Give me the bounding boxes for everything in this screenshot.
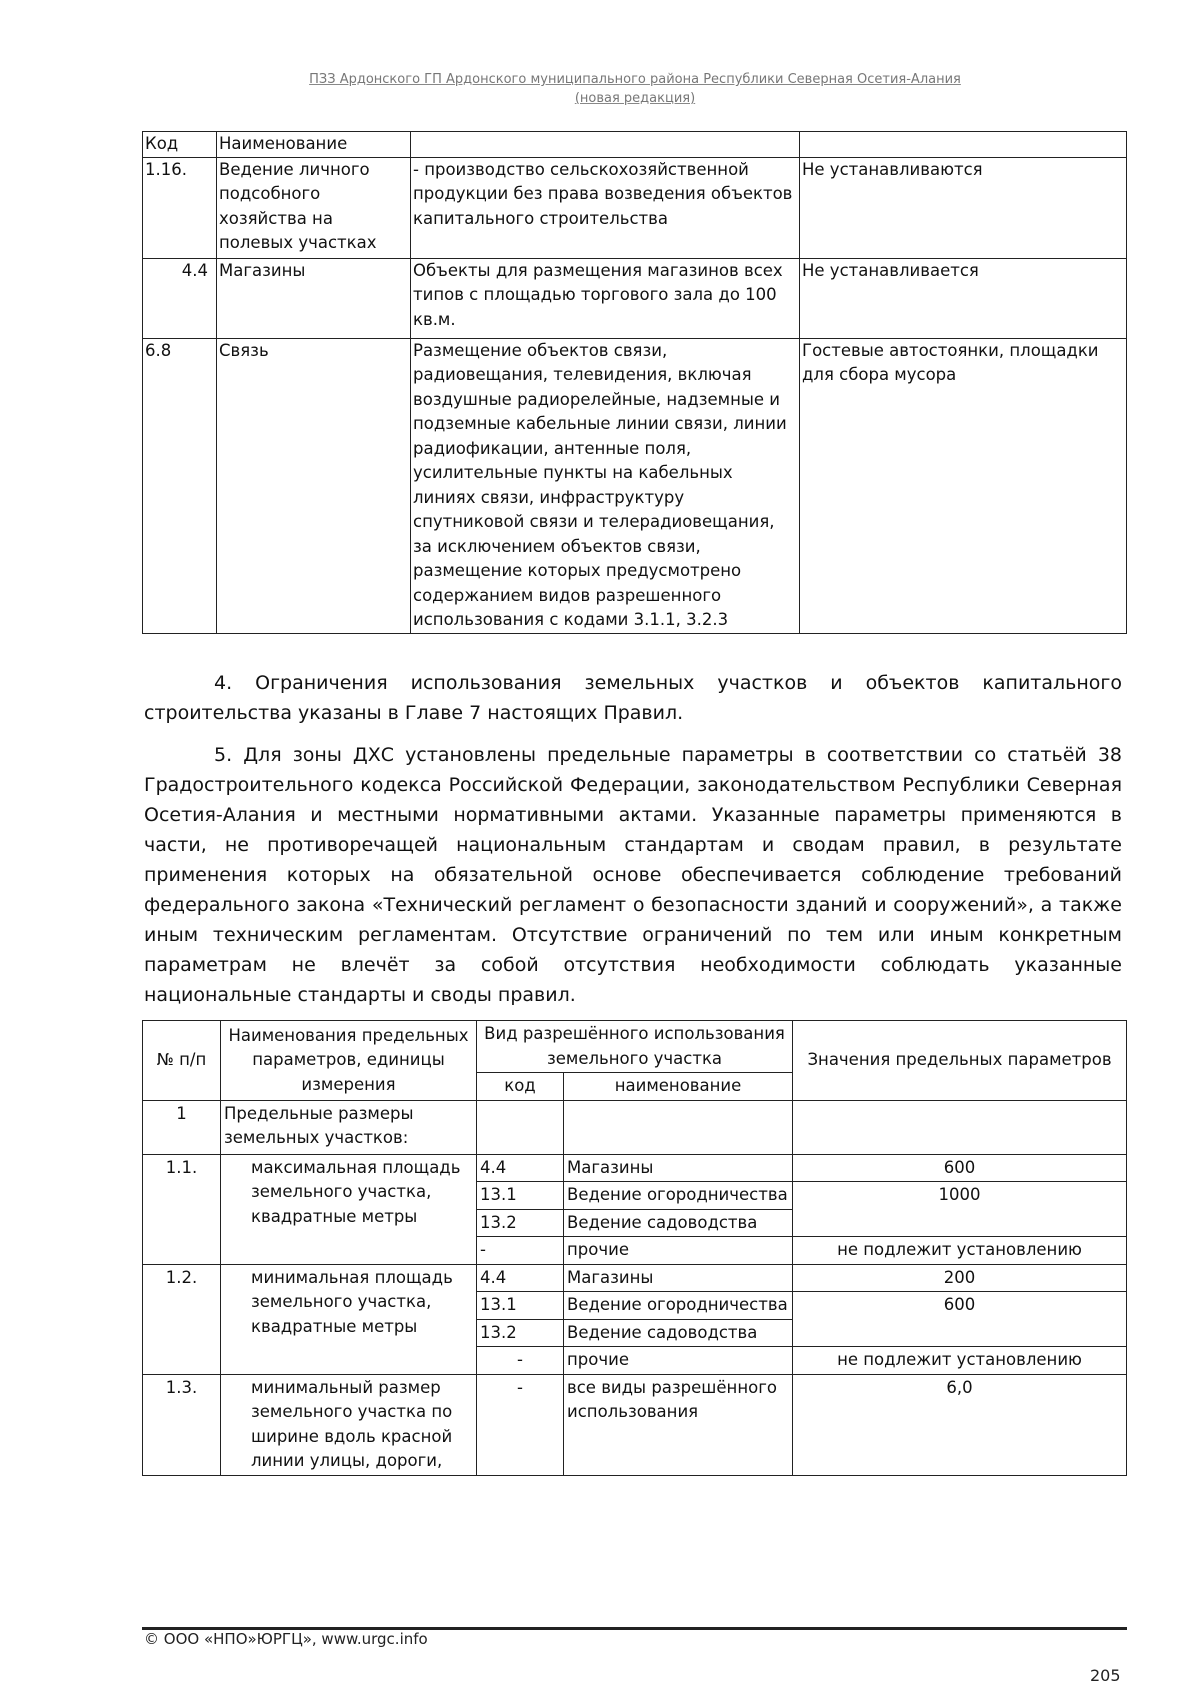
footer-copyright: © ООО «НПО»ЮРГЦ», www.urgc.info (144, 1630, 428, 1648)
cell-name: Ведение личного подсобного хозяйства на полевых участках (217, 157, 411, 258)
table-row (143, 157, 1127, 258)
table-row (143, 1374, 1127, 1475)
cell-code: 13.1 (477, 1292, 564, 1320)
cell-description: Размещение объектов связи, радиовещания, телевидения, включая воздушные радиорелейные, надземные и подземные кабельные линии связи, линии радиофикации, антенные поля, усилительные пункты на кабельных линиях связи, инфраструктуру спутниковой связи и телерадиовещания, за исключением объектов связи, размещение которых предусмотрено содержанием видов разрешенного использования с кодами 3.1.1, 3.2.3 (411, 338, 800, 633)
cell-code (477, 1100, 564, 1154)
cell-auxiliary: Не устанавливаются (800, 157, 1127, 258)
cell-name: Ведение садоводства (564, 1209, 793, 1237)
cell-code: - (477, 1237, 564, 1265)
cell-name: Магазины (564, 1264, 793, 1292)
cell-code: 4.4 (477, 1264, 564, 1292)
cell-auxiliary: Не устанавливается (800, 258, 1127, 338)
cell-code: 6.8 (143, 338, 217, 633)
cell-code: 13.2 (477, 1319, 564, 1347)
cell-value: 200 (793, 1264, 1127, 1292)
paragraph-4: 4. Ограничения использования земельных участков и объектов капитального строительства указаны в Главе 7 настоящих Правил. (144, 672, 1122, 724)
table-row (143, 258, 1127, 338)
header-auxiliary (800, 132, 1127, 158)
cell-description: Объекты для размещения магазинов всех типов с площадью торгового зала до 100 кв.м. (411, 258, 800, 338)
cell-num: 1.1. (143, 1154, 221, 1264)
header-name: Наименование (217, 132, 411, 158)
table-row (143, 338, 1127, 633)
cell-code: 4.4 (143, 258, 217, 338)
cell-name: Магазины (217, 258, 411, 338)
cell-name: Связь (217, 338, 411, 633)
header-code: код (477, 1073, 564, 1101)
header-code: Код (143, 132, 217, 158)
cell-code: - (477, 1347, 564, 1375)
cell-param: минимальная площадь земельного участка, квадратные метры (221, 1264, 477, 1374)
cell-description: - производство сельскохозяйственной продукции без права возведения объектов капитального строительства (411, 157, 800, 258)
header-param: Наименования предельных параметров, единицы измерения (221, 1021, 477, 1101)
cell-code: 13.2 (477, 1209, 564, 1237)
table-row (143, 1264, 1127, 1292)
table-header-row (143, 1021, 1127, 1073)
cell-name: Ведение огородничества (564, 1292, 793, 1320)
cell-code: - (477, 1374, 564, 1475)
page-header (140, 70, 1130, 108)
cell-value: не подлежит установлению (793, 1237, 1127, 1265)
table-row (143, 1100, 1127, 1154)
header-kind-name: наименование (564, 1073, 793, 1101)
cell-value: 600 (793, 1154, 1127, 1182)
cell-param: минимальный размер земельного участка по ширине вдоль красной линии улицы, дороги, (221, 1374, 477, 1475)
cell-value: 6,0 (793, 1374, 1127, 1475)
cell-code: 4.4 (477, 1154, 564, 1182)
cell-value: не подлежит установлению (793, 1347, 1127, 1375)
cell-name: прочие (564, 1347, 793, 1375)
header-values: Значения предельных параметров (793, 1021, 1127, 1101)
cell-name (564, 1100, 793, 1154)
paragraph-5: 5. Для зоны ДХС установлены предельные параметры в соответствии со статьёй 38 Градостроительного кодекса Российской Федерации, законодательством Республики Северная Осетия-Алания и местными нормативными актами. Указанные параметры применяются в части, не противоречащей национальным стандартам и сводам правил, в результате применения которых на обязательной основе обеспечивается соблюдение требований федерального закона «Технический регламент о безопасности зданий и сооружений», а также иным техническим регламентам. Отсутствие ограничений по тем или иным конкретным параметрам не влечёт за собой отсутствия необходимости соблюдать указанные национальные стандарты и своды правил. (144, 744, 1122, 1006)
header-title: ПЗЗ Ардонского ГП Ардонского муниципального района Республики Северная Осетия-Алания (309, 72, 961, 87)
cell-name: все виды разрешённого использования (564, 1374, 793, 1475)
limit-parameters-table (142, 1020, 1127, 1476)
header-subtitle: (новая редакция) (574, 91, 696, 106)
header-description (411, 132, 800, 158)
cell-name: прочие (564, 1237, 793, 1265)
header-num: № п/п (143, 1021, 221, 1101)
cell-name: Ведение садоводства (564, 1319, 793, 1347)
cell-code: 1.16. (143, 157, 217, 258)
cell-param: Предельные размеры земельных участков: (221, 1100, 477, 1154)
cell-auxiliary: Гостевые автостоянки, площадки для сбора мусора (800, 338, 1127, 633)
cell-num: 1.3. (143, 1374, 221, 1475)
cell-num: 1 (143, 1100, 221, 1154)
cell-code: 13.1 (477, 1182, 564, 1210)
cell-name: Ведение огородничества (564, 1182, 793, 1210)
page-number: 205 (1090, 1666, 1121, 1685)
cell-value (793, 1100, 1127, 1154)
table-row (143, 1154, 1127, 1182)
cell-value: 1000 (793, 1182, 1127, 1237)
cell-value: 600 (793, 1292, 1127, 1347)
cell-param: максимальная площадь земельного участка, квадратные метры (221, 1154, 477, 1264)
cell-num: 1.2. (143, 1264, 221, 1374)
table-header-row (143, 132, 1127, 158)
cell-name: Магазины (564, 1154, 793, 1182)
header-kind: Вид разрешённого использования земельного участка (477, 1021, 793, 1073)
permitted-use-table (142, 131, 1127, 634)
